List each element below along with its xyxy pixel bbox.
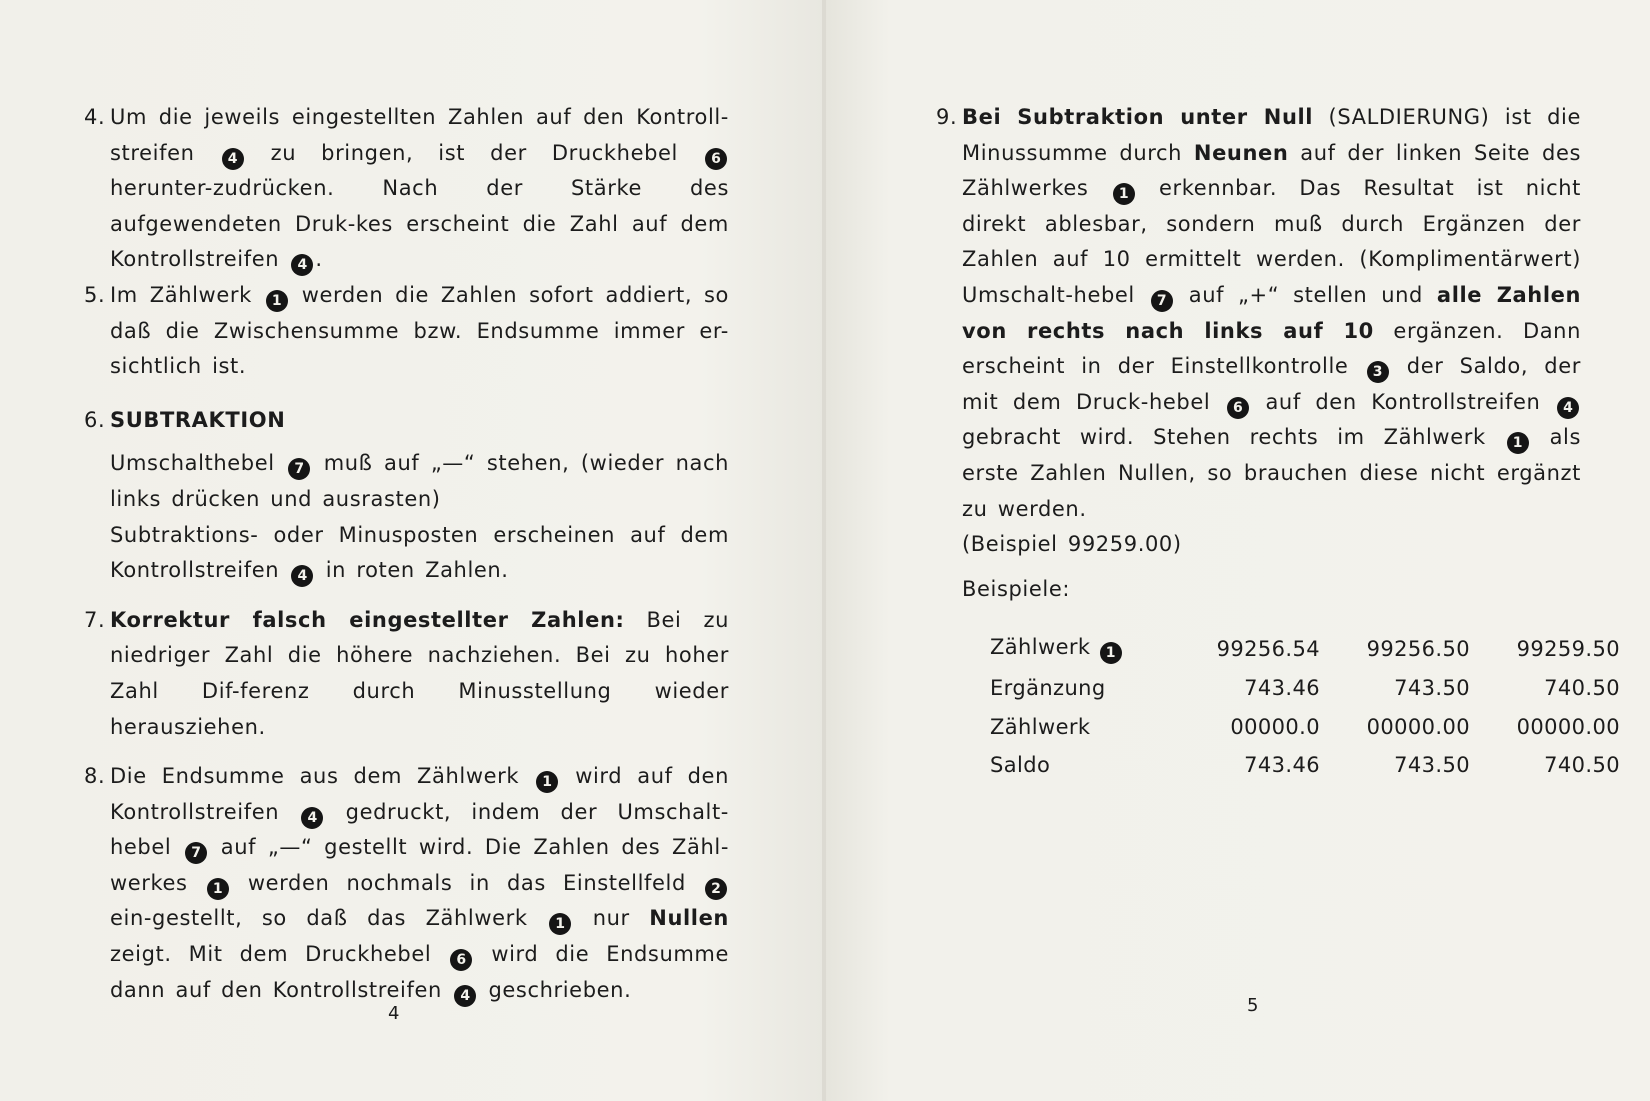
table-cell: 743.50: [1394, 676, 1470, 701]
part-number-badge: 7: [1151, 290, 1173, 312]
item-number: 5.: [84, 282, 106, 307]
part-number-badge: 7: [288, 458, 310, 480]
part-number-badge: 6: [705, 148, 727, 170]
part-number-badge: 6: [1227, 397, 1249, 419]
part-number-badge: 4: [454, 985, 476, 1007]
left-page: [0, 0, 824, 1101]
bold-phrase: Neunen: [1193, 140, 1289, 165]
left-page-text: [84, 100, 729, 1008]
instruction-item-5: 5. Im Zählwerk 1 werden die Zahlen sofort addiert, so daß die Zwischensumme bzw. Endsumme immer er-sichtlich ist.: [84, 278, 729, 385]
subtraction-paragraph: Umschalthebel 7 muß auf „—“ stehen, (wieder nach links drücken und ausrasten): [110, 451, 730, 511]
bold-phrase: Bei Subtraktion unter Null: [962, 105, 1314, 129]
page-gutter: [822, 0, 826, 1101]
item-number: 4.: [84, 105, 106, 129]
instruction-item-8: 8. Die Endsumme aus dem Zählwerk 1 wird auf den Kontrollstreifen 4 gedruckt, indem der Umschalt-hebel 7 auf „—“ gestellt wird. Die Zahlen des Zähl-werkes 1 werden nochmals in das Einstellfeld 2 ein-gestellt, so daß das Zählwerk 1 nur Nullen zeigt. Mit dem Druckhebel 6 wird die Endsumme dann auf den Kontrollstreifen 4 geschrieben.: [84, 759, 729, 1008]
row-label: Zählwerk 1: [990, 630, 1170, 669]
instruction-item-7: 7. Korrektur falsch eingestellter Zahlen: Bei zu niedriger Zahl die höhere nachziehen. Bei zu hoher Zahl Dif-ferenz durch Minusstellung wieder herausziehen.: [84, 603, 729, 745]
table-row: [990, 746, 1620, 785]
part-number-badge: 4: [291, 254, 313, 276]
part-number-badge: 1: [549, 913, 571, 935]
table-cell: 743.50: [1394, 753, 1470, 778]
item-number: 8.: [84, 764, 106, 789]
table-cell: 00000.00: [1516, 714, 1620, 739]
bold-phrase: Nullen: [649, 906, 729, 931]
table-cell: 740.50: [1544, 753, 1620, 778]
table-cell: 740.50: [1544, 676, 1620, 701]
instruction-item-4: 4. Um die jeweils eingestellten Zahlen auf den Kontroll-streifen 4 zu bringen, ist der Druckhebel 6 herunter-zudrücken. Nach der Stärke des aufgewendeten Druk-kes erscheint die Zahl auf dem Kontrollstreifen 4 .: [84, 100, 729, 278]
part-number-badge: 1: [1507, 432, 1529, 454]
table-cell: 99259.50: [1516, 637, 1620, 662]
part-number-badge: 6: [450, 949, 472, 971]
part-number-badge: 1: [266, 290, 288, 312]
right-page: [824, 0, 1650, 1101]
row-label: Saldo: [990, 753, 1051, 778]
right-page-text: [936, 100, 1581, 563]
part-number-badge: 4: [301, 807, 323, 829]
examples-title: Beispiele:: [962, 577, 1071, 601]
item-number: 7.: [84, 607, 106, 632]
table-row: [990, 630, 1620, 669]
table-cell: 00000.0: [1230, 714, 1320, 739]
part-number-badge: 4: [222, 148, 244, 170]
instruction-item-6: [84, 403, 729, 589]
subtraction-paragraph: Subtraktions- oder Minusposten erscheinen auf dem Kontrollstreifen 4 in roten Zahlen.: [110, 518, 729, 589]
table-cell: 99256.54: [1216, 637, 1320, 662]
part-number-badge: 3: [1367, 361, 1389, 383]
row-label: Ergänzung: [990, 676, 1106, 701]
table-cell: 00000.00: [1366, 714, 1470, 739]
page-number: 4: [388, 1003, 400, 1024]
row-label: Zählwerk: [990, 714, 1091, 739]
part-number-badge: 7: [185, 842, 207, 864]
part-number-badge: 1: [1100, 642, 1122, 664]
part-number-badge: 2: [705, 878, 727, 900]
examples-table: [990, 630, 1620, 785]
part-number-badge: 1: [1113, 183, 1135, 205]
part-number-badge: 1: [207, 878, 229, 900]
item-number: 6.: [84, 407, 106, 432]
bold-phrase: Korrektur falsch eingestellter Zahlen:: [110, 607, 625, 632]
table-row: [990, 707, 1620, 746]
part-number-badge: 1: [536, 771, 558, 793]
table-cell: 743.46: [1244, 676, 1320, 701]
bold-phrase: alle Zahlen von rechts nach links auf 10: [962, 282, 1582, 343]
part-number-badge: 4: [291, 565, 313, 587]
page-number: 5: [1247, 995, 1259, 1016]
instruction-item-9: 9. Bei Subtraktion unter Null (SALDIERUNG) ist die Minussumme durch Neunen auf der linken Seite des Zählwerkes 1 erkennbar. Das Resultat ist nicht direkt ablesbar, sondern muß durch Ergänzen der Zahlen auf 10 ermittelt werden. (Komplimentärwert) Umschalt-hebel 7 auf „+“ stellen und alle Zahlen von rechts nach links auf 10 ergänzen. Dann erscheint in der Einstellkontrolle 3 der Saldo, der mit dem Druck-hebel 6 auf den Kontrollstreifen 4 gebracht wird. Stehen rechts im Zählwerk 1 als erste Zahlen Nullen, so brauchen diese nicht ergänzt zu werden. (Beispiel 99259.00): [936, 100, 1581, 563]
section-heading: SUBTRAKTION: [110, 407, 286, 432]
table-cell: 99256.50: [1366, 637, 1470, 662]
table-cell: 743.46: [1244, 753, 1320, 778]
table-row: [990, 669, 1620, 708]
item-number: 9.: [936, 105, 958, 129]
example-note: (Beispiel 99259.00): [962, 532, 1182, 557]
part-number-badge: 4: [1557, 397, 1579, 419]
